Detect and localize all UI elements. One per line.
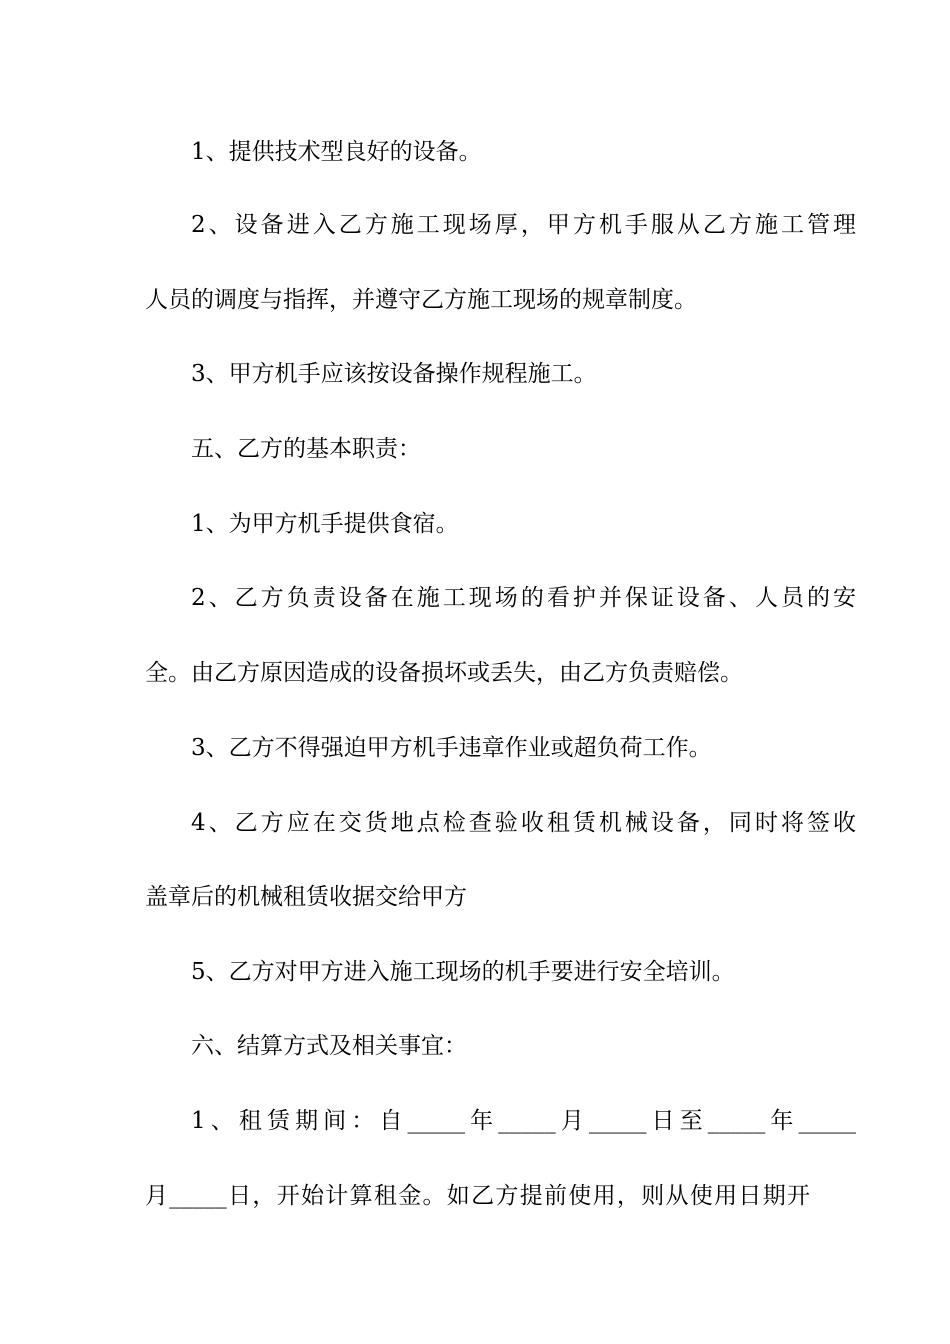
text-line: 1、提供技术型良好的设备。 — [191, 139, 482, 165]
text-line: 2、乙方负责设备在施工现场的看护并保证设备、人员的安 — [191, 585, 856, 611]
text-line: 5、乙方对甲方进入施工现场的机手要进行安全培训。 — [191, 959, 735, 985]
section-heading: 六、结算方式及相关事宜： — [191, 1033, 467, 1059]
text-line: 2、设备进入乙方施工现场厚，甲方机手服从乙方施工管理 — [191, 212, 856, 238]
text-line: 1、为甲方机手提供食宿。 — [191, 511, 459, 537]
text-line: 4、乙方应在交货地点检查验收租赁机械设备，同时将签收 — [191, 810, 856, 836]
text-line: 月_____日，开始计算租金。如乙方提前使用，则从使用日期开 — [145, 1183, 810, 1209]
section-heading: 五、乙方的基本职责： — [191, 436, 421, 462]
text-line: 3、乙方不得强迫甲方机手违章作业或超负荷工作。 — [191, 735, 712, 761]
text-line: 人员的调度与指挥，并遵守乙方施工现场的规章制度。 — [145, 287, 697, 313]
text-line: 盖章后的机械租赁收据交给甲方 — [145, 884, 467, 910]
text-line: 3、甲方机手应该按设备操作规程施工。 — [191, 361, 597, 387]
text-line: 1、租赁期间：自_____年_____月_____日至_____年_____ — [191, 1108, 856, 1134]
text-line: 全。由乙方原因造成的设备损坏或丢失，由乙方负责赔偿。 — [145, 660, 743, 686]
